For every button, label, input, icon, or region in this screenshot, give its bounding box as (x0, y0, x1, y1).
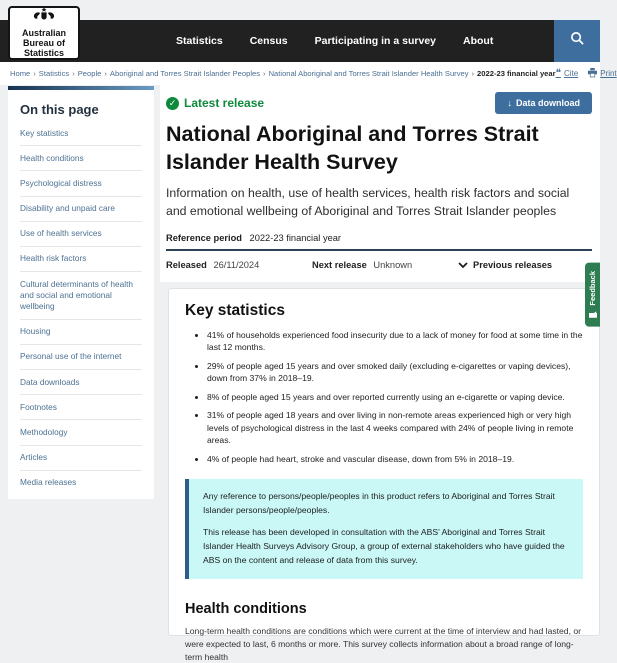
cite-link[interactable] (556, 68, 579, 79)
crumb-separator: › (72, 69, 75, 78)
info-paragraph-2: This release has been developed in consultation with the ABS’ Aboriginal and Torres Strait Islander Health Surveys Advisory Group, a group of external stakeholders who have guided the ABS on the content and release of data from this survey. (203, 527, 565, 565)
data-download-label: Data download (515, 98, 580, 108)
main-nav (176, 20, 493, 62)
nav-participating[interactable]: Participating in a survey (314, 35, 437, 47)
key-statistics-section (168, 288, 600, 662)
released-row (166, 260, 592, 270)
coat-of-arms-icon (31, 7, 57, 28)
health-conditions-body: Long-term health conditions are conditions which were current at the time of interview and had lasted, or were expected to last, 6 months or more. This survey collects information about a broad range of long-term health (185, 625, 582, 662)
logo-text-line3: Statistics (23, 47, 65, 58)
health-conditions-heading: Health conditions (185, 600, 307, 617)
sidebar-item-methodology[interactable]: Methodology (20, 420, 142, 445)
crumb-home[interactable]: Home (10, 69, 31, 78)
key-stat-item: • 4% of people had heart, stroke and vascular disease, down from 5% in 2018–19. (207, 453, 583, 465)
key-stat-item: • 41% of households experienced food insecurity due to a lack of money for food at some time in the last 12 months. (207, 329, 583, 354)
main-content (160, 85, 600, 662)
feedback-icon (588, 311, 597, 319)
key-stat-item: • 29% of people aged 15 years and over smoked daily (excluding e-cigarettes or vaping devices), down from 37% in 2018–19. (207, 360, 583, 385)
feedback-label: Feedback (588, 271, 597, 306)
released-label: Released (166, 259, 207, 270)
chevron-down-icon (458, 260, 468, 270)
release-header-section (160, 85, 600, 282)
breadcrumb (0, 62, 617, 85)
data-download-button[interactable] (495, 92, 592, 114)
logo-text-line1: Australian (21, 28, 66, 39)
reference-period-value: 2022-23 financial year (249, 232, 342, 243)
sidebar-title: On this page (20, 102, 99, 117)
sidebar-item-health-services[interactable]: Use of health services (20, 222, 142, 247)
reference-period-label: Reference period (166, 232, 242, 243)
previous-releases-label: Previous releases (473, 259, 553, 270)
sidebar-item-disability[interactable]: Disability and unpaid care (20, 197, 142, 222)
crumb-separator: › (104, 69, 107, 78)
download-arrow-icon: ↓ (507, 98, 512, 108)
key-statistics-heading: Key statistics (185, 301, 285, 319)
sidebar-item-data-downloads[interactable]: Data downloads (20, 370, 142, 395)
previous-releases-toggle[interactable] (458, 260, 552, 270)
nav-census[interactable]: Census (249, 35, 288, 47)
crumb-separator: › (471, 69, 475, 78)
latest-release-badge (166, 96, 264, 110)
crumb-current: 2022-23 financial year (477, 69, 556, 78)
sidebar-item-cultural-determinants[interactable]: Cultural determinants of health and social and emotional wellbeing (20, 272, 142, 320)
search-icon (570, 31, 585, 51)
info-callout-box (185, 479, 583, 579)
nav-statistics[interactable]: Statistics (176, 35, 223, 47)
crumb-separator: › (33, 69, 36, 78)
info-paragraph-1: Any reference to persons/people/peoples in this product refers to Aboriginal and Torres Strait Islander persons/people/peoples. (203, 490, 555, 515)
sidebar-item-health-conditions[interactable]: Health conditions (20, 146, 142, 171)
sidebar-item-articles[interactable]: Articles (20, 446, 142, 471)
sidebar-item-internet-use[interactable]: Personal use of the internet (20, 345, 142, 370)
crumb-statistics[interactable]: Statistics (38, 69, 70, 78)
crumb-atsi-peoples[interactable]: Aboriginal and Torres Strait Islander Peoples (109, 69, 261, 78)
sidebar-item-footnotes[interactable]: Footnotes (20, 395, 142, 420)
print-link[interactable] (588, 68, 616, 79)
sidebar-item-psychological-distress[interactable]: Psychological distress (20, 171, 142, 196)
key-statistics-list (185, 329, 583, 465)
sidebar-item-key-statistics[interactable]: Key statistics (20, 121, 142, 146)
sidebar-item-risk-factors[interactable]: Health risk factors (20, 247, 142, 272)
abs-logo[interactable] (8, 6, 80, 60)
crumb-people[interactable]: People (77, 69, 102, 78)
on-this-page-panel (8, 86, 154, 499)
released-value: 26/11/2024 (213, 259, 260, 270)
cite-label: Cite (563, 69, 579, 78)
crumb-separator: › (263, 69, 266, 78)
latest-release-label: Latest release (184, 96, 265, 110)
sidebar-item-housing[interactable]: Housing (20, 320, 142, 345)
key-stat-item: • 8% of people aged 15 years and over reported currently using an e-cigarette or vaping device. (207, 391, 583, 403)
page-title: National Aboriginal and Torres Strait Islander Health Survey (166, 122, 539, 174)
print-label: Print (600, 69, 617, 78)
cite-icon: ❝ (555, 68, 561, 79)
print-icon (588, 68, 597, 79)
next-release-value: Unknown (373, 259, 413, 270)
check-icon: ✓ (166, 97, 179, 110)
divider (166, 249, 592, 251)
logo-text-line2: Bureau of (22, 38, 65, 49)
search-button[interactable] (554, 20, 600, 62)
sidebar-item-media-releases[interactable]: Media releases (20, 477, 77, 488)
crumb-survey[interactable]: National Aboriginal and Torres Strait Islander Health Survey (268, 69, 469, 78)
key-stat-item: • 31% of people aged 18 years and over living in non-remote areas experienced high or very high levels of psychological distress in the last 4 weeks compared with 24% of people living in remote areas. (207, 409, 583, 446)
page-subtitle: Information on health, use of health services, health risk factors and social and emotional wellbeing of Aboriginal and Torres Strait Islander peoples (166, 186, 570, 219)
nav-about[interactable]: About (463, 35, 494, 47)
feedback-tab[interactable] (585, 263, 600, 327)
next-release-label: Next release (312, 259, 367, 270)
reference-period-row (166, 233, 592, 243)
